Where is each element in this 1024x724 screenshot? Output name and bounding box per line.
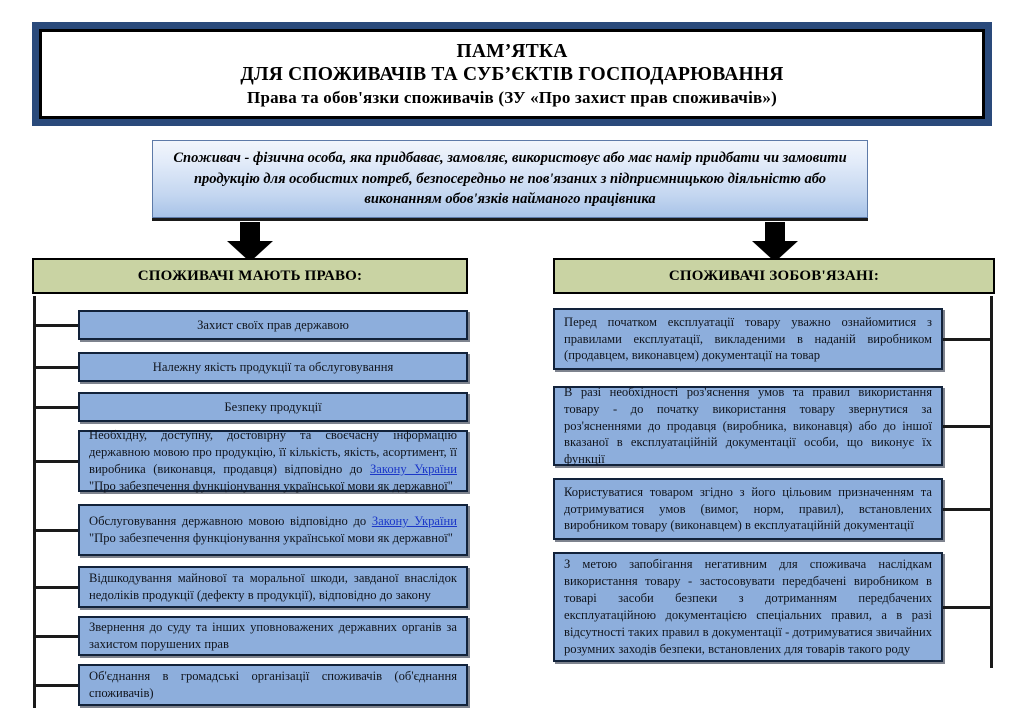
right-item[interactable] [78, 392, 468, 422]
duty-item[interactable] [553, 308, 943, 370]
right-item-text: Обслуговування державною мовою відповідно до Закону України "Про забезпечення функціонування української мови як державної" [89, 514, 458, 545]
right-item-text: Належну якість продукції та обслуговування [152, 359, 394, 374]
consumer-definition-term: Споживач [173, 150, 241, 167]
rights-connector-stub [33, 324, 78, 327]
duties-connector-stub [943, 425, 993, 428]
duties-column-header-label: СПОЖИВАЧІ ЗОБОВ'ЯЗАНІ: [668, 267, 880, 284]
duty-item-text: З метою запобігання негативним для споживача наслідкам використання товару - застосовувати передбачені виробником в товарі засоби безпеки з дотриманням передбачених експлуатаційною документацією спеціальних правил, а в разі відсутності таких правил в документації - дотримуватися звичайних розумних заходів безпеки, встановлених для товарів такого роду [564, 557, 932, 656]
duties-connector-stub [943, 606, 993, 609]
duties-connector-stub [943, 508, 993, 511]
title-banner-inner [39, 29, 985, 119]
rights-connector-stub [33, 635, 78, 638]
duty-item-text: Користуватися товаром згідно з його цільовим призначенням та дотримуватися умов (вимог, норм, правил), встановлених виробником товару (виконавцем) в експлуатаційній документації [564, 484, 932, 533]
duty-item[interactable] [553, 386, 943, 466]
right-item[interactable] [78, 430, 468, 492]
rights-column-header-label: СПОЖИВАЧІ МАЮТЬ ПРАВО: [137, 267, 363, 284]
rights-connector-stub [33, 406, 78, 409]
law-link[interactable]: Закону України [371, 514, 458, 529]
right-item-text: Необхідну, доступну, достовірну та своєчасну інформацію державною мовою про продукцію, її кількість, якість, асортимент, її виробника (виконавця, продавця) відповідно до Закону України "Про забезпечення функціонування української мови як державної" [89, 428, 457, 493]
right-item[interactable] [78, 566, 468, 608]
right-item[interactable] [78, 616, 468, 656]
arrow-shaft [765, 222, 785, 242]
title-line-2: ДЛЯ СПОЖИВАЧІВ ТА СУБ’ЄКТІВ ГОСПОДАРЮВАННЯ [240, 64, 784, 86]
arrow-shaft [240, 222, 260, 242]
consumer-definition-box [152, 140, 868, 218]
law-link[interactable]: Закону України [369, 462, 457, 476]
rights-connector-stub [33, 460, 78, 463]
duties-connector-stub [943, 338, 993, 341]
right-item[interactable] [78, 504, 468, 556]
arrow-down-to-duties [752, 222, 798, 262]
right-item-text: Звернення до суду та інших уповноважених державних органів за захистом порушених прав [89, 620, 457, 651]
duties-column-header [553, 258, 995, 294]
right-item[interactable] [78, 664, 468, 706]
rights-connector-stub [33, 586, 78, 589]
duty-item[interactable] [553, 478, 943, 540]
consumer-definition-text [167, 148, 853, 210]
title-banner [32, 22, 992, 126]
rights-connector-stub [33, 366, 78, 369]
duty-item[interactable] [553, 552, 943, 662]
right-item-text: Об'єднання в громадські організації споживачів (об'єднання споживачів) [89, 669, 457, 700]
rights-connector-stub [33, 684, 78, 687]
right-item-text: Відшкодування майнової та моральної шкоди, завданої внаслідок недоліків продукції (дефекту в продукції), відповідно до закону [89, 571, 457, 602]
consumer-definition-rest: - фізична особа, яка придбаває, замовляє, використовує або має намір придбати чи замовити продукцію для особистих потреб, безпосередньо не пов'язаних з підприємницькою діяльністю або виконанням обов'язків найманого працівника [193, 150, 847, 208]
title-line-3: Права та обов'язки споживачів (ЗУ «Про захист прав споживачів») [247, 87, 777, 107]
duty-item-text: В разі необхідності роз'яснення умов та правил використання товару - до початку використання товару звернутися за роз'ясненнями до продавця (виробника, виконавця) або до іншої вказаної в експлуатаційній документації особи, що виконує їх функції [564, 384, 932, 467]
right-item[interactable] [78, 310, 468, 340]
rights-connector-stub [33, 529, 78, 532]
rights-column-header [32, 258, 468, 294]
right-item-text: Безпеку продукції [224, 399, 322, 414]
duties-connector-spine [990, 296, 993, 668]
right-item-text: Захист своїх прав державою [197, 317, 349, 332]
right-item[interactable] [78, 352, 468, 382]
title-line-1: ПАМ’ЯТКА [456, 40, 568, 62]
arrow-down-to-rights [227, 222, 273, 262]
duty-item-text: Перед початком експлуатації товару уважно ознайомитися з правилами експлуатації, викладеними в наданій виробником (продавцем, виконавцем) документації на товар [564, 314, 932, 363]
rights-connector-spine [33, 296, 36, 708]
